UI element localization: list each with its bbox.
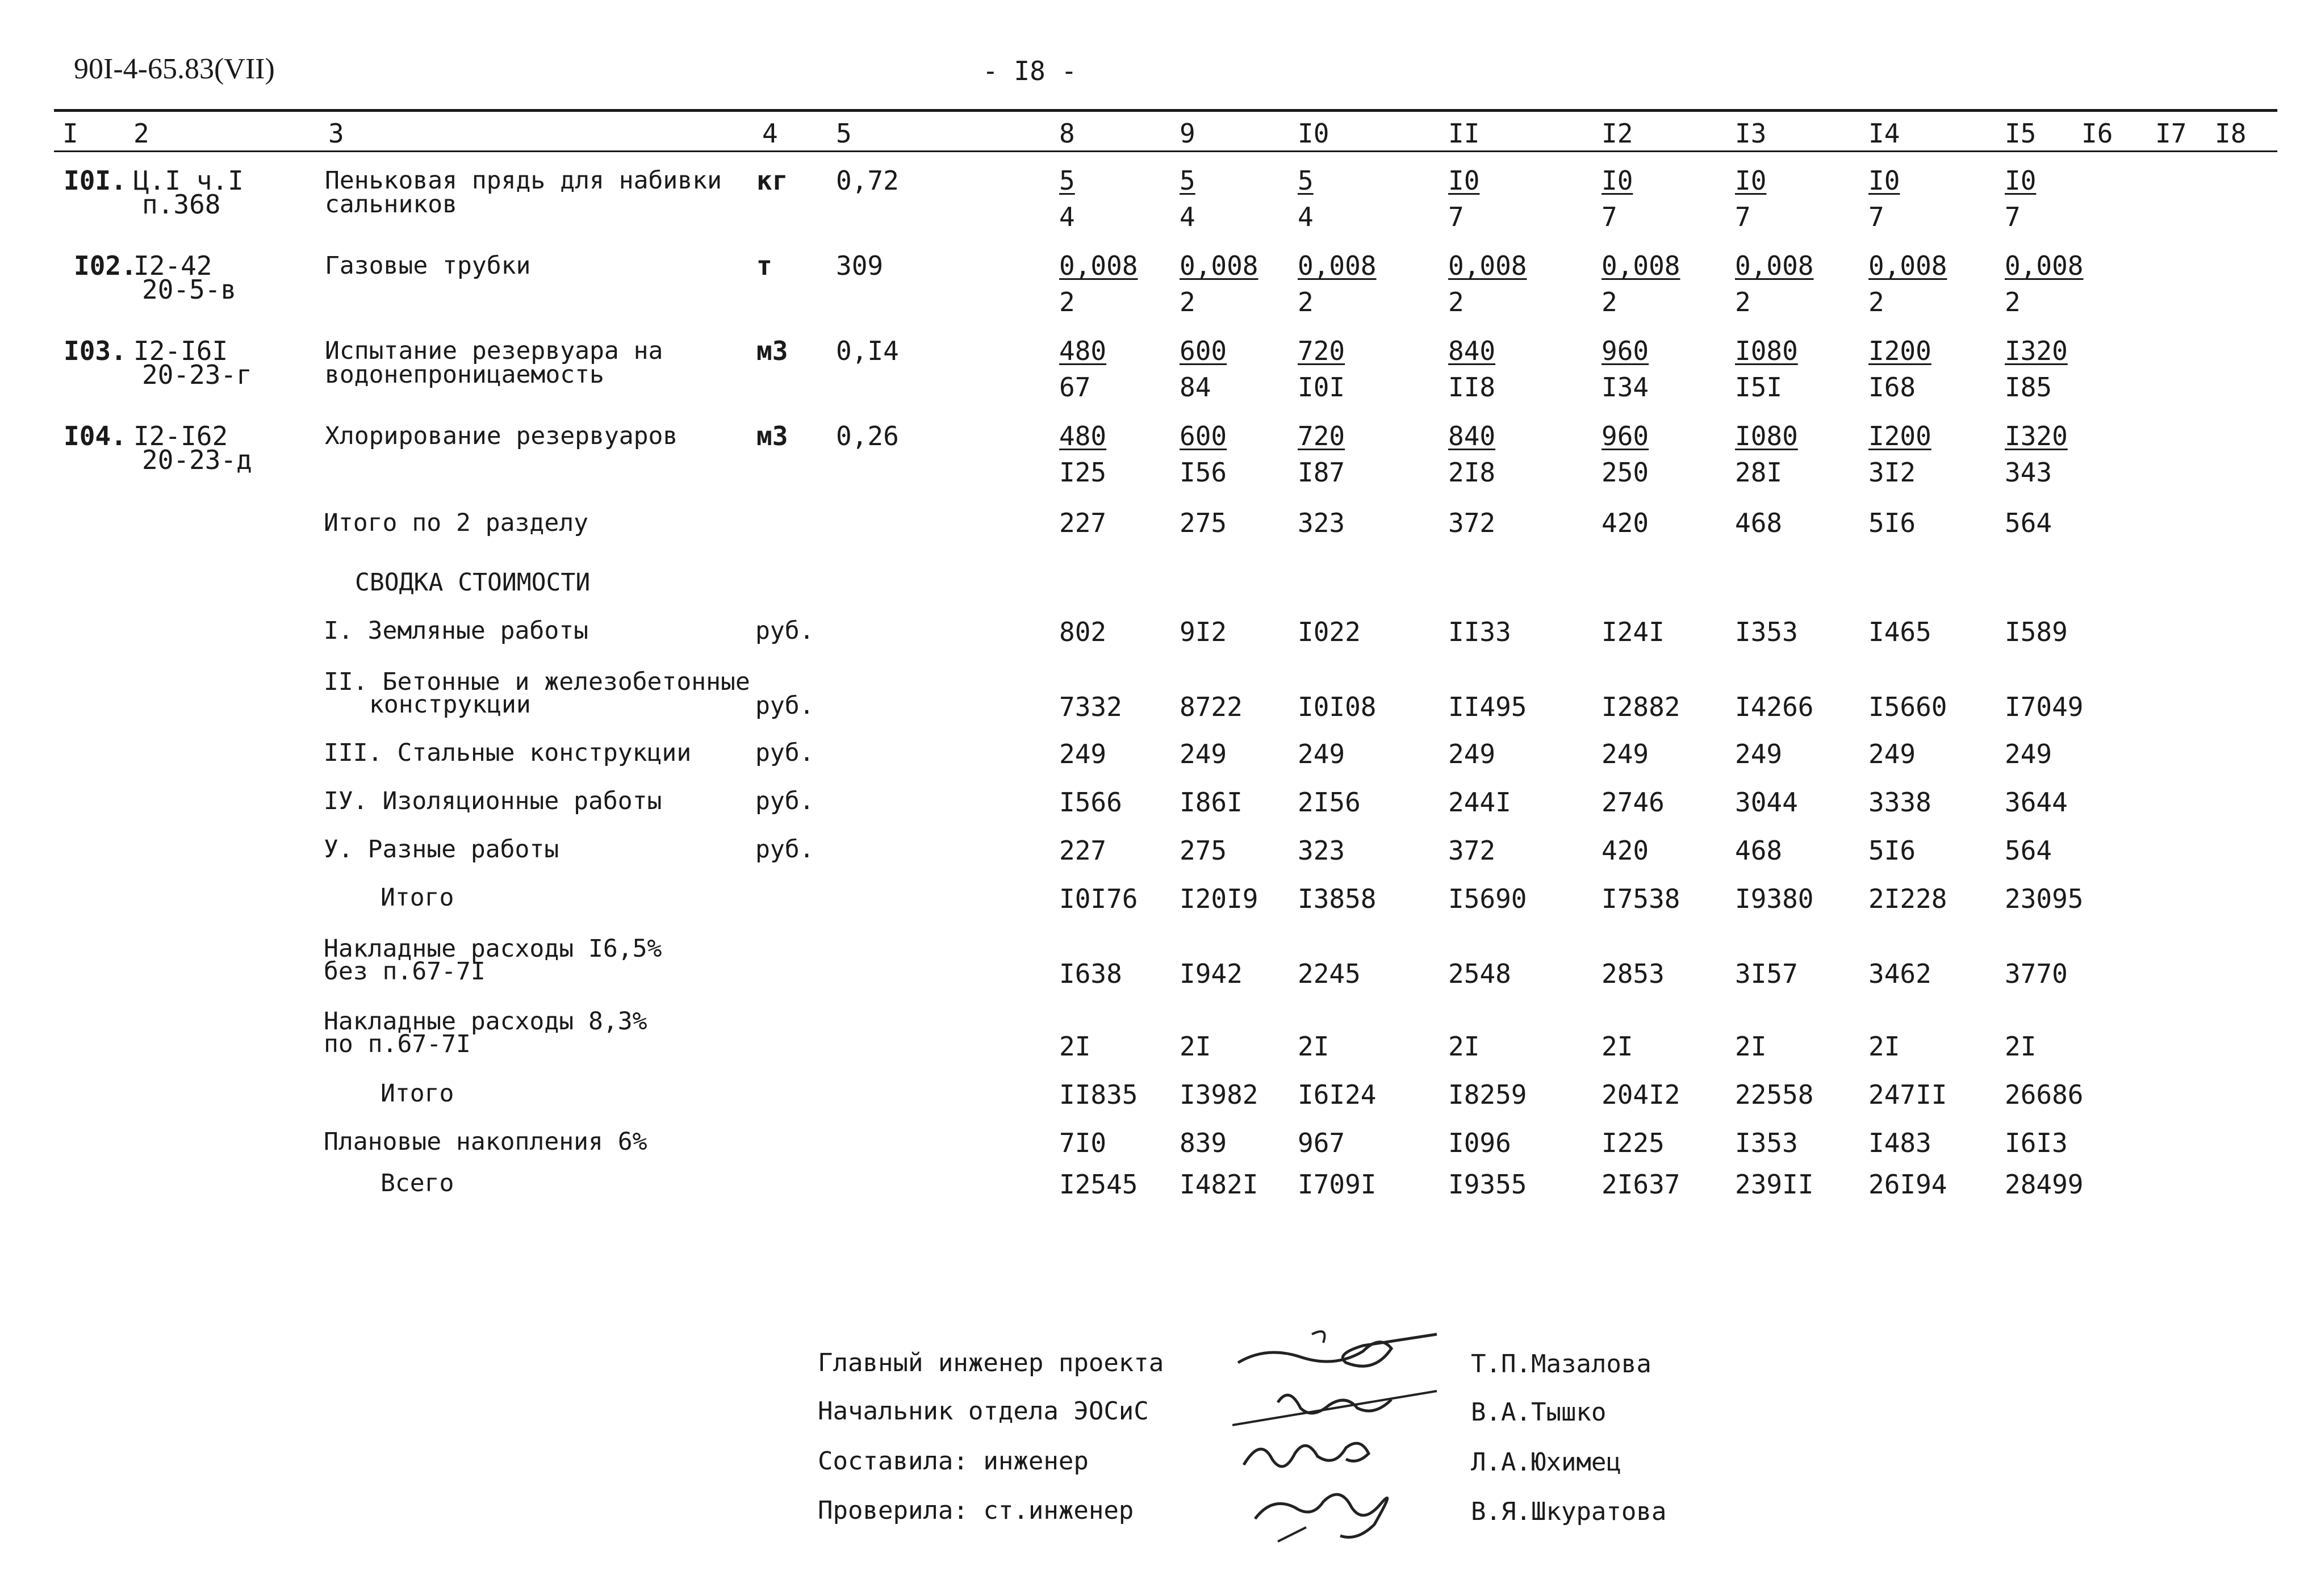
item-code: I2-I6I	[133, 336, 228, 366]
summary-label-cont: по п.67-7I	[324, 1030, 471, 1058]
cost-value: 2	[1180, 287, 1195, 317]
quantity-value: 840	[1448, 336, 1496, 366]
signature-name: Л.А.Юхимец	[1471, 1448, 1621, 1477]
quantity-value: I200	[1868, 421, 1931, 451]
summary-value: 2I	[1602, 1031, 1633, 1062]
summary-value: 23095	[2005, 883, 2084, 914]
quantity-value: I320	[2005, 421, 2068, 451]
item-price: 309	[836, 250, 884, 281]
column-header: I6	[2081, 118, 2113, 149]
quantity-value: 5	[1298, 165, 1314, 196]
section-total-value: 275	[1180, 508, 1227, 538]
cost-value: 7	[1602, 202, 1617, 232]
summary-value: 372	[1448, 835, 1496, 866]
summary-value: 420	[1602, 835, 1649, 866]
quantity-value: 5	[1180, 165, 1195, 196]
summary-value: 204I2	[1602, 1079, 1680, 1110]
quantity-value: 0,008	[1298, 250, 1377, 281]
section-total-label: Итого по 2 разделу	[324, 509, 588, 537]
section-total-value: 5I6	[1868, 508, 1916, 538]
item-code: I2-42	[133, 250, 212, 281]
cost-value: I56	[1180, 457, 1227, 488]
cost-value: 7	[1868, 202, 1884, 232]
item-number: I03.	[64, 336, 127, 366]
summary-label: II. Бетонные и железобетонные	[324, 668, 750, 696]
item-unit: м3	[756, 421, 788, 451]
item-name: Пеньковая прядь для набивки	[325, 166, 722, 195]
summary-value: 564	[2005, 835, 2052, 866]
summary-value: 9I2	[1180, 617, 1227, 647]
summary-value: 22558	[1735, 1079, 1814, 1110]
summary-label: Итого	[381, 1079, 454, 1108]
quantity-value: I0	[1735, 165, 1767, 196]
item-number: I0I.	[64, 165, 127, 196]
summary-value: 249	[1735, 739, 1783, 769]
quantity-value: 600	[1180, 421, 1227, 451]
summary-label: Накладные расходы I6,5%	[324, 935, 662, 963]
quantity-value: 840	[1448, 421, 1496, 451]
summary-value: 2I	[2005, 1031, 2037, 1062]
item-name-cont: сальников	[325, 190, 457, 219]
cost-value: 2	[2005, 287, 2021, 317]
quantity-value: 0,008	[1868, 250, 1947, 281]
summary-unit: руб.	[755, 617, 814, 645]
header-rule	[54, 150, 2277, 152]
column-header: I0	[1298, 118, 1329, 149]
summary-value: 2I	[1735, 1031, 1767, 1062]
cost-value: II8	[1448, 372, 1496, 403]
summary-value: II495	[1448, 692, 1527, 722]
item-code-ref: 20-5-в	[142, 274, 237, 305]
item-name: Газовые трубки	[325, 252, 531, 280]
summary-value: 249	[1059, 739, 1107, 769]
summary-value: I2882	[1602, 692, 1680, 722]
item-number: I02.	[74, 250, 137, 281]
quantity-value: 0,008	[1448, 250, 1527, 281]
summary-label: I. Земляные работы	[324, 617, 588, 645]
summary-value: 249	[1180, 739, 1227, 769]
summary-value: I022	[1298, 617, 1361, 647]
item-code-ref: 20-23-г	[142, 359, 252, 390]
item-code: Ц.I ч.I	[133, 165, 244, 196]
column-header: I2	[1602, 118, 1633, 149]
cost-value: 2	[1735, 287, 1751, 317]
item-unit: кг	[756, 165, 788, 196]
cost-value: 2	[1868, 287, 1884, 317]
summary-value: 802	[1059, 617, 1107, 647]
cost-value: 7	[2005, 202, 2021, 232]
cost-value: I87	[1298, 457, 1345, 488]
column-header: 2	[133, 118, 149, 149]
summary-value: 227	[1059, 835, 1107, 866]
quantity-value: 720	[1298, 421, 1345, 451]
cost-value: 2	[1448, 287, 1464, 317]
summary-value: 249	[1868, 739, 1916, 769]
summary-label: IУ. Изоляционные работы	[324, 787, 662, 815]
cost-value: 4	[1059, 202, 1075, 232]
quantity-value: I080	[1735, 421, 1798, 451]
summary-value: 2548	[1448, 958, 1511, 989]
summary-value: 249	[1602, 739, 1649, 769]
summary-label: Накладные расходы 8,3%	[324, 1007, 647, 1036]
item-number: I04.	[64, 421, 127, 451]
section-total-value: 468	[1735, 508, 1783, 538]
quantity-value: 960	[1602, 421, 1649, 451]
summary-value: 468	[1735, 835, 1783, 866]
section-total-value: 227	[1059, 508, 1107, 538]
cost-value: I85	[2005, 372, 2052, 403]
summary-value: 3644	[2005, 787, 2068, 818]
item-price: 0,26	[836, 421, 899, 451]
summary-unit: руб.	[755, 835, 814, 864]
cost-value: I5I	[1735, 372, 1783, 403]
summary-value: 2853	[1602, 958, 1665, 989]
cost-value: I68	[1868, 372, 1916, 403]
summary-value: 2I	[1448, 1031, 1480, 1062]
cost-value: 7	[1735, 202, 1751, 232]
summary-value: I9355	[1448, 1169, 1527, 1200]
quantity-value: 720	[1298, 336, 1345, 366]
quantity-value: 5	[1059, 165, 1075, 196]
quantity-value: 480	[1059, 421, 1107, 451]
summary-value: 2I228	[1868, 883, 1947, 914]
summary-value: I638	[1059, 958, 1122, 989]
cost-value: 84	[1180, 372, 1211, 403]
quantity-value: I200	[1868, 336, 1931, 366]
signature-role: Проверила: ст.инженер	[818, 1496, 1134, 1525]
summary-value: 3044	[1735, 787, 1798, 818]
summary-value: I5660	[1868, 692, 1947, 722]
summary-value: I6I24	[1298, 1079, 1377, 1110]
summary-value: I566	[1059, 787, 1122, 818]
cost-value: 250	[1602, 457, 1649, 488]
cost-value: I0I	[1298, 372, 1345, 403]
summary-unit: руб.	[755, 692, 814, 720]
summary-value: 249	[1298, 739, 1345, 769]
summary-value: 323	[1298, 835, 1345, 866]
cost-value: 2I8	[1448, 457, 1496, 488]
summary-value: 26686	[2005, 1079, 2084, 1110]
quantity-value: I0	[2005, 165, 2037, 196]
cost-value: 4	[1180, 202, 1195, 232]
signature-name: В.А.Тышко	[1471, 1398, 1607, 1427]
summary-value: I24I	[1602, 617, 1665, 647]
summary-value: I2545	[1059, 1169, 1138, 1200]
item-name: Испытание резервуара на	[325, 337, 663, 365]
summary-value: 275	[1180, 835, 1227, 866]
summary-value: I9380	[1735, 883, 1814, 914]
summary-value: II33	[1448, 617, 1511, 647]
cost-value: 3I2	[1868, 457, 1916, 488]
summary-value: I7538	[1602, 883, 1680, 914]
item-name-cont: водонепроницаемость	[325, 361, 604, 389]
item-code-ref: п.368	[142, 189, 221, 220]
signature-role: Составила: инженер	[818, 1447, 1089, 1476]
quantity-value: 0,008	[1180, 250, 1258, 281]
signature-role: Начальник отдела ЭОСиС	[818, 1397, 1149, 1426]
column-header: 4	[762, 118, 778, 149]
quantity-value: I080	[1735, 336, 1798, 366]
document-code: 90I-4-65.83(VII)	[74, 53, 275, 85]
top-rule	[54, 109, 2277, 112]
column-header: I	[62, 118, 78, 149]
summary-value: I096	[1448, 1128, 1511, 1158]
summary-value: 249	[1448, 739, 1496, 769]
summary-value: I0I08	[1298, 692, 1377, 722]
cost-value: I25	[1059, 457, 1107, 488]
summary-label: Итого	[381, 883, 454, 912]
summary-value: I589	[2005, 617, 2068, 647]
summary-label: У. Разные работы	[324, 835, 559, 864]
column-header: I8	[2215, 118, 2247, 149]
summary-value: 3I57	[1735, 958, 1798, 989]
item-name: Хлорирование резервуаров	[325, 422, 678, 450]
page-number: - I8 -	[982, 56, 1077, 86]
summary-label: Плановые накопления 6%	[324, 1128, 647, 1156]
summary-label: III. Стальные конструкции	[324, 739, 692, 767]
section-total-value: 372	[1448, 508, 1496, 538]
summary-value: 249	[2005, 739, 2052, 769]
column-header: II	[1448, 118, 1480, 149]
summary-value: I4266	[1735, 692, 1814, 722]
summary-value: 26I94	[1868, 1169, 1947, 1200]
signature-role: Главный инженер проекта	[818, 1348, 1164, 1377]
summary-value: I483	[1868, 1128, 1931, 1158]
summary-value: 2I56	[1298, 787, 1361, 818]
cost-value: I34	[1602, 372, 1649, 403]
summary-value: 28499	[2005, 1169, 2084, 1200]
summary-value: I8259	[1448, 1079, 1527, 1110]
summary-value: 2I	[1298, 1031, 1329, 1062]
cost-value: 2	[1298, 287, 1314, 317]
summary-value: I225	[1602, 1128, 1665, 1158]
summary-value: I353	[1735, 1128, 1798, 1158]
quantity-value: 0,008	[2005, 250, 2084, 281]
column-header: I4	[1868, 118, 1900, 149]
quantity-value: I320	[2005, 336, 2068, 366]
column-header: 8	[1059, 118, 1075, 149]
column-header: 9	[1180, 118, 1195, 149]
signature-name: Т.П.Мазалова	[1471, 1350, 1651, 1379]
summary-value: I6I3	[2005, 1128, 2068, 1158]
summary-value: I20I9	[1180, 883, 1258, 914]
summary-value: 239II	[1735, 1169, 1814, 1200]
summary-value: I7049	[2005, 692, 2084, 722]
summary-value: 2245	[1298, 958, 1361, 989]
item-price: 0,I4	[836, 336, 899, 366]
summary-value: 7332	[1059, 692, 1122, 722]
section-total-value: 323	[1298, 508, 1345, 538]
summary-value: 2I637	[1602, 1169, 1680, 1200]
item-unit: т	[756, 250, 772, 281]
summary-value: 7I0	[1059, 1128, 1107, 1158]
column-header: 5	[836, 118, 852, 149]
summary-title: СВОДКА СТОИМОСТИ	[355, 568, 591, 597]
cost-value: 4	[1298, 202, 1314, 232]
summary-value: I5690	[1448, 883, 1527, 914]
summary-value: 8722	[1180, 692, 1243, 722]
section-total-value: 564	[2005, 508, 2052, 538]
summary-value: 247II	[1868, 1079, 1947, 1110]
summary-value: 3338	[1868, 787, 1931, 818]
item-code: I2-I62	[133, 421, 228, 451]
quantity-value: 0,008	[1602, 250, 1680, 281]
summary-value: I0I76	[1059, 883, 1138, 914]
quantity-value: 480	[1059, 336, 1107, 366]
summary-value: 2746	[1602, 787, 1665, 818]
quantity-value: 0,008	[1059, 250, 1138, 281]
column-header: I5	[2005, 118, 2037, 149]
summary-unit: руб.	[755, 787, 814, 815]
cost-value: 2	[1059, 287, 1075, 317]
summary-value: 2I	[1180, 1031, 1211, 1062]
column-header: I7	[2155, 118, 2187, 149]
summary-value: 2I	[1868, 1031, 1900, 1062]
summary-value: II835	[1059, 1079, 1138, 1110]
signature-name: В.Я.Шкуратова	[1471, 1497, 1667, 1526]
cost-value: 343	[2005, 457, 2052, 488]
column-header: 3	[328, 118, 344, 149]
quantity-value: I0	[1602, 165, 1633, 196]
summary-value: 5I6	[1868, 835, 1916, 866]
column-header: I3	[1735, 118, 1767, 149]
summary-value: 839	[1180, 1128, 1227, 1158]
quantity-value: 0,008	[1735, 250, 1814, 281]
summary-label: Всего	[381, 1169, 454, 1197]
summary-value: I353	[1735, 617, 1798, 647]
summary-value: I482I	[1180, 1169, 1258, 1200]
quantity-value: 600	[1180, 336, 1227, 366]
summary-value: 3462	[1868, 958, 1931, 989]
cost-value: 28I	[1735, 457, 1783, 488]
summary-value: 3770	[2005, 958, 2068, 989]
quantity-value: 960	[1602, 336, 1649, 366]
cost-value: 7	[1448, 202, 1464, 232]
summary-value: I3858	[1298, 883, 1377, 914]
cost-value: 67	[1059, 372, 1091, 403]
summary-label-cont: конструкции	[369, 690, 531, 719]
summary-value: 244I	[1448, 787, 1511, 818]
summary-label-cont: без п.67-7I	[324, 957, 486, 986]
quantity-value: I0	[1448, 165, 1480, 196]
section-total-value: 420	[1602, 508, 1649, 538]
item-code-ref: 20-23-д	[142, 445, 252, 475]
summary-value: I942	[1180, 958, 1243, 989]
quantity-value: I0	[1868, 165, 1900, 196]
summary-value: I465	[1868, 617, 1931, 647]
summary-value: I709I	[1298, 1169, 1377, 1200]
summary-value: I86I	[1180, 787, 1243, 818]
cost-value: 2	[1602, 287, 1617, 317]
item-price: 0,72	[836, 165, 899, 196]
summary-value: 967	[1298, 1128, 1345, 1158]
summary-value: I3982	[1180, 1079, 1258, 1110]
summary-unit: руб.	[755, 739, 814, 767]
summary-value: 2I	[1059, 1031, 1091, 1062]
signature-4-icon	[1244, 1473, 1425, 1553]
item-unit: м3	[756, 336, 788, 366]
